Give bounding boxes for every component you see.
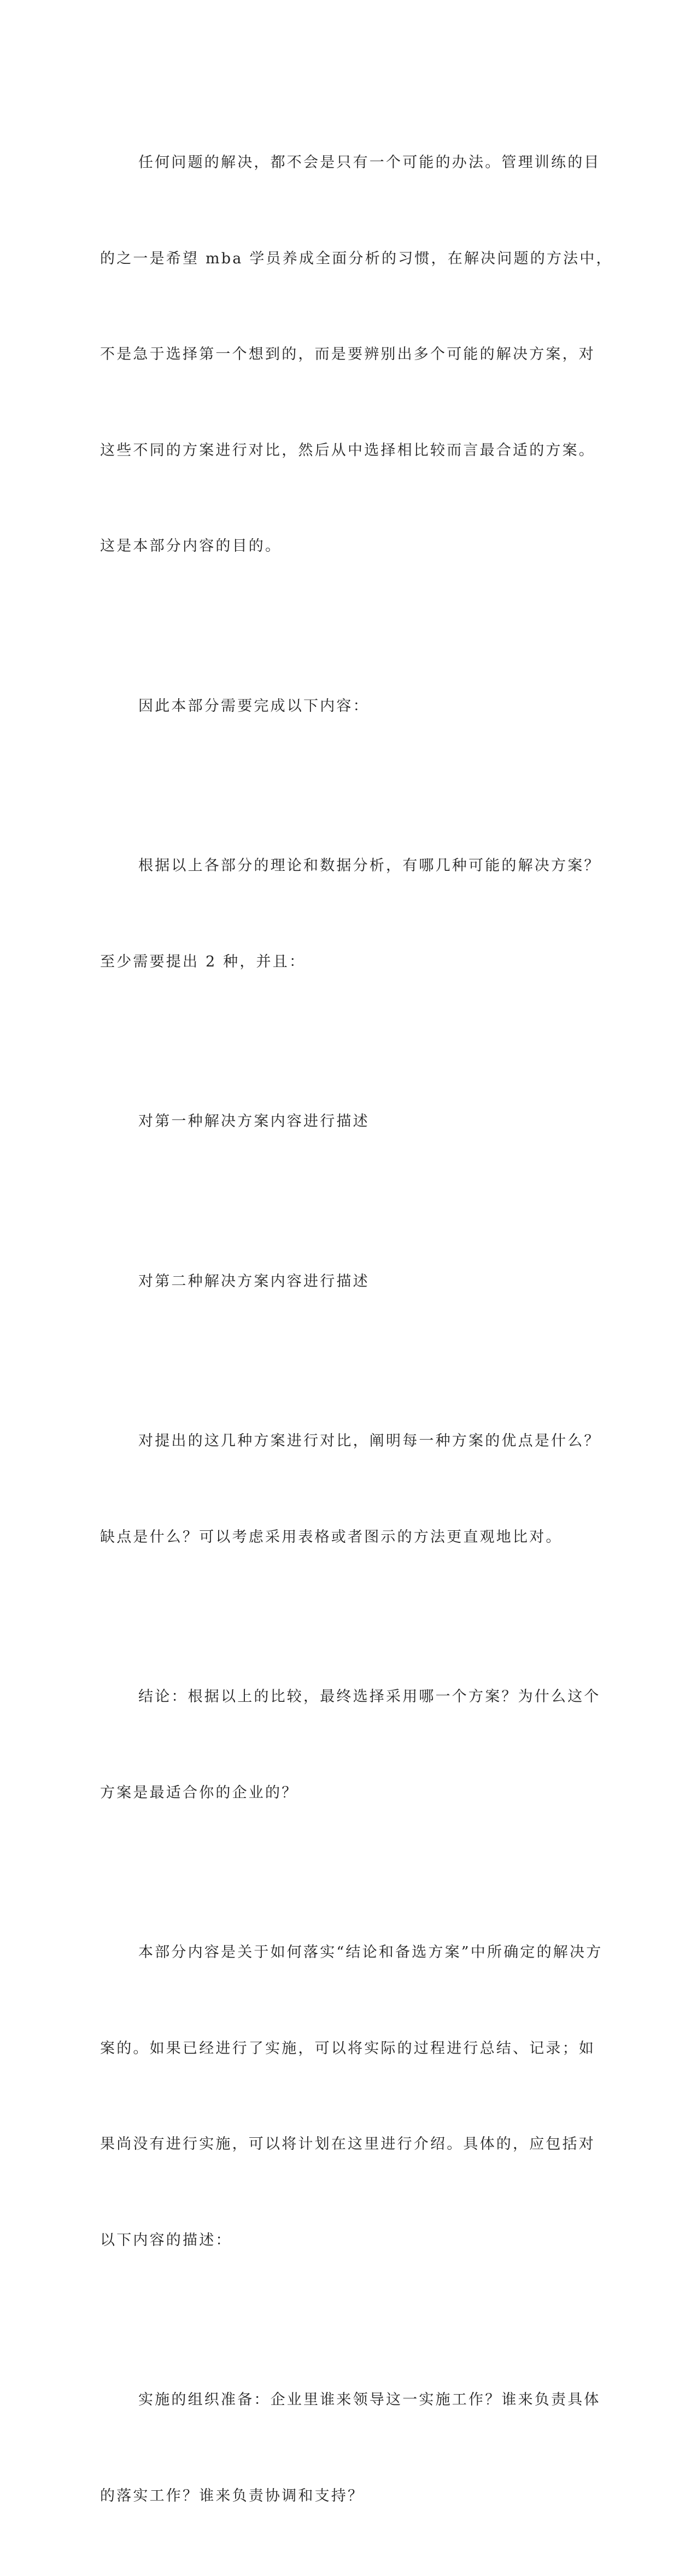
paragraph-comparison — [100, 1361, 601, 1617]
paragraph-solution-two — [100, 1202, 581, 1362]
text-line: 案的。如果已经进行了实施，可以将实际的过程进行总结、记录；如 — [100, 2039, 595, 2057]
paragraph-conclusion — [100, 1617, 601, 1873]
body-text — [100, 83, 613, 2576]
text-line: 的之一是希望 mba 学员养成全面分析的习惯，在解决问题的方法中， — [100, 250, 613, 267]
text-line: 根据以上各部分的理论和数据分析，有哪几种可能的解决方案？ — [138, 857, 601, 874]
text-line: 的落实工作？谁来负责协调和支持？ — [100, 2487, 365, 2504]
text-line: 缺点是什么？可以考虑采用表格或者图示的方法更直观地比对。 — [100, 1528, 563, 1546]
text-line: 因此本部分需要完成以下内容： — [138, 697, 370, 715]
text-line: 本部分内容是关于如何落实“结论和备选方案”中所确定的解决方 — [138, 1944, 603, 1961]
paragraph-purpose — [100, 83, 613, 627]
text-line: 对第二种解决方案内容进行描述 — [138, 1272, 370, 1290]
text-line: 结论：根据以上的比较，最终选择采用哪一个方案？为什么这个 — [138, 1688, 601, 1705]
text-line: 这是本部分内容的目的。 — [100, 538, 282, 555]
paragraph-possible-solutions — [100, 786, 601, 1042]
text-line: 实施的组织准备：企业里谁来领导这一实施工作？谁来负责具体 — [138, 2391, 601, 2408]
text-line: 对第一种解决方案内容进行描述 — [138, 1113, 370, 1130]
paragraph-organization-prep — [100, 2320, 601, 2576]
paragraph-implementation — [100, 1873, 603, 2320]
text-line: 对提出的这几种方案进行对比，阐明每一种方案的优点是什么？ — [138, 1433, 601, 1449]
text-line: 至少需要提出 2 种，并且： — [100, 953, 306, 970]
text-line: 任何问题的解决，都不会是只有一个可能的办法。管理训练的目 — [138, 154, 601, 171]
text-line: 这些不同的方案进行对比，然后从中选择相比较而言最合适的方案。 — [100, 441, 595, 459]
text-line: 以下内容的描述： — [100, 2231, 232, 2249]
text-line: 果尚没有进行实施，可以将计划在这里进行介绍。具体的，应包括对 — [100, 2136, 595, 2153]
paragraph-solution-one — [100, 1042, 581, 1202]
paragraph-requirements-intro — [100, 627, 581, 787]
text-line: 方案是最适合你的企业的？ — [100, 1784, 298, 1801]
text-line: 不是急于选择第一个想到的，而是要辨别出多个可能的解决方案，对 — [100, 346, 595, 363]
